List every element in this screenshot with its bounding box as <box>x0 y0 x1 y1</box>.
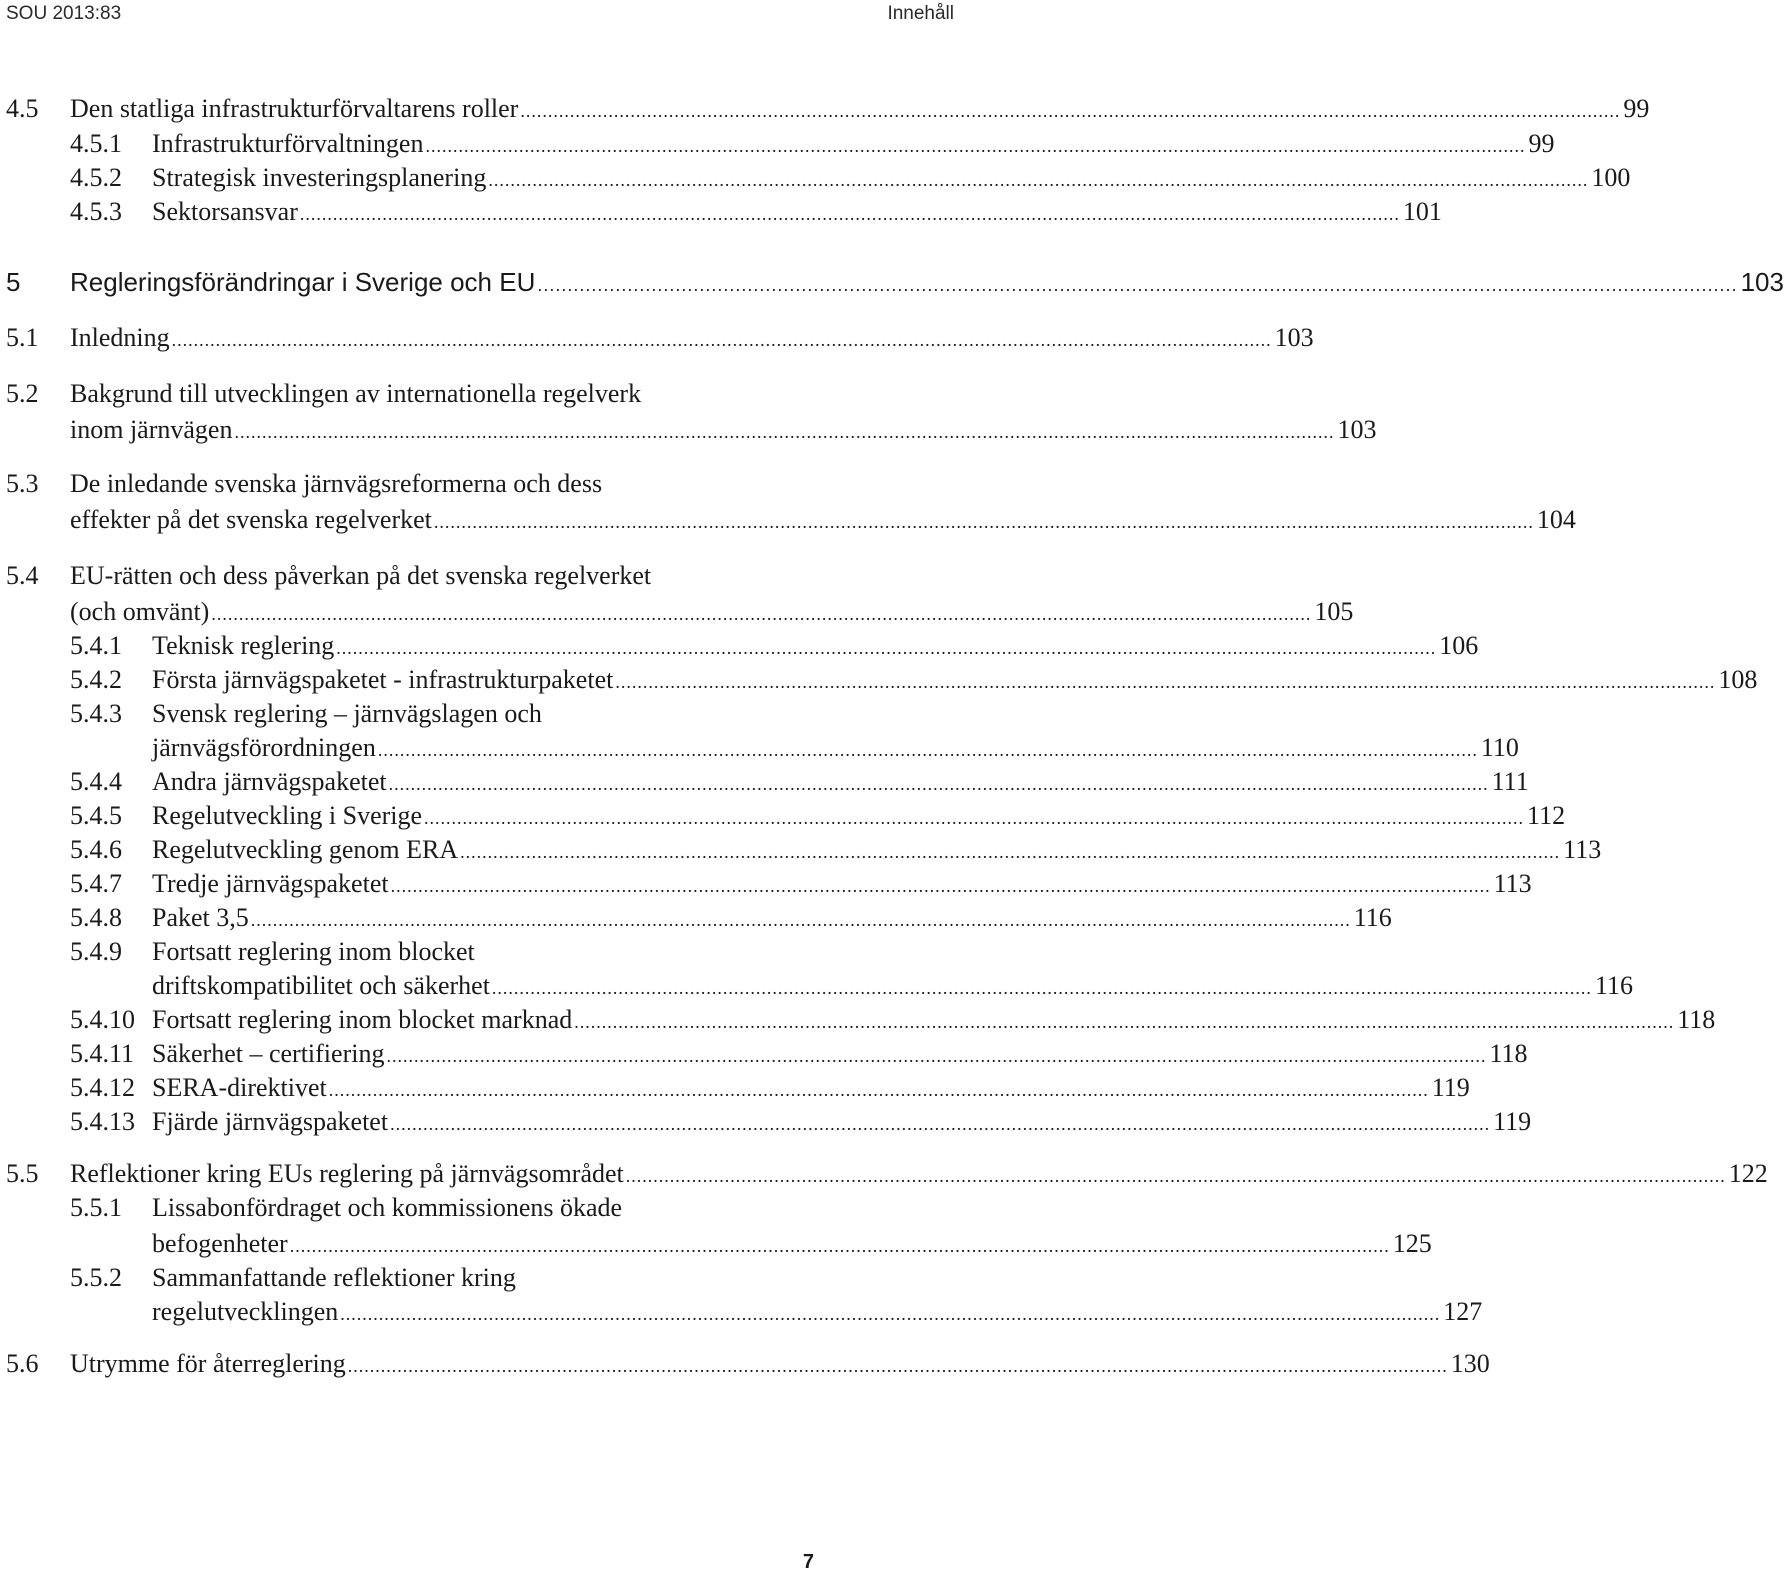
dot-leader: ........................................................................................................................................................................................................ <box>424 808 1525 828</box>
toc-entry-title: driftskompatibilitet och säkerhet <box>152 971 490 1000</box>
dot-leader: ........................................................................................................................................................................................................ <box>299 204 1400 224</box>
toc-entry-line <box>0 93 1650 125</box>
toc-entry-title: Sektorsansvar <box>152 197 298 226</box>
toc-entry-page: 118 <box>1677 1005 1716 1034</box>
toc-entry-line <box>0 1038 1528 1070</box>
toc-entry-title: Svensk reglering – järnvägslagen och <box>152 699 542 728</box>
toc-entry-page: 99 <box>1623 94 1650 123</box>
dot-leader: ........................................................................................................................................................................................................ <box>425 136 1526 156</box>
toc-entry-number: 4.5 <box>6 94 39 123</box>
toc-entry-line <box>0 596 1354 628</box>
toc-entry-number: 5.1 <box>6 323 39 352</box>
toc-entry-page: 118 <box>1489 1039 1528 1068</box>
toc-entry-line <box>0 1106 1532 1138</box>
toc-entry-title: Säkerhet – certifiering <box>152 1039 385 1068</box>
toc-entry-page: 99 <box>1528 129 1555 158</box>
dot-leader: ........................................................................................................................................................................................................ <box>488 170 1589 190</box>
toc-entry-line <box>0 128 1555 160</box>
dot-leader: ........................................................................................................................................................................................................ <box>171 330 1272 350</box>
toc-entry-line <box>0 970 1633 1002</box>
dot-leader: ........................................................................................................................................................................................................ <box>460 842 1561 862</box>
toc-entry-title: Regelutveckling i Sverige <box>152 801 423 830</box>
dot-leader: ........................................................................................................................................................................................................ <box>250 910 1351 930</box>
page-number: 7 <box>802 1551 814 1573</box>
toc-entry-line <box>0 936 960 968</box>
toc-entry-line <box>0 1348 1490 1380</box>
toc-entry-line <box>0 834 1602 866</box>
toc-entry-number: 5.4.6 <box>70 835 122 864</box>
toc-entry-number: 4.5.3 <box>70 197 122 226</box>
toc-entry-page: 103 <box>1337 415 1377 444</box>
toc-entry-line <box>0 766 1529 798</box>
toc-entry-line <box>0 560 960 592</box>
toc-entry-title: Första järnvägspaketet - infrastrukturpaketet <box>152 665 614 694</box>
toc-entry-title: Andra järnvägspaketet <box>152 767 387 796</box>
toc-entry-number: 5.4.12 <box>70 1073 135 1102</box>
toc-entry-page: 113 <box>1563 835 1602 864</box>
toc-entry-title: Teknisk reglering <box>152 631 335 660</box>
toc-entry-line <box>0 1192 960 1224</box>
toc-entry-number: 5.4.9 <box>70 937 122 966</box>
toc-entry-page: 119 <box>1493 1107 1532 1136</box>
toc-entry-title: De inledande svenska järnvägsreformerna och dess <box>70 469 603 498</box>
toc-entry-title: Tredje järnvägspaketet <box>152 869 389 898</box>
running-header-left: SOU 2013:83 <box>6 3 122 24</box>
toc-entry-line <box>0 414 1377 446</box>
toc-entry-line <box>0 162 1631 194</box>
toc-entry-page: 101 <box>1402 197 1442 226</box>
dot-leader: ........................................................................................................................................................................................................ <box>390 876 1491 896</box>
toc-entry-number: 5.5 <box>6 1159 39 1188</box>
toc-entry-line <box>0 1158 1768 1190</box>
toc-entry-title: effekter på det svenska regelverket <box>70 505 432 534</box>
toc-entry-page: 112 <box>1527 801 1566 830</box>
dot-leader: ........................................................................................................................................................................................................ <box>491 978 1592 998</box>
toc-entry-page: 108 <box>1718 665 1758 694</box>
toc-entry-title: Sammanfattande reflektioner kring <box>152 1263 516 1292</box>
toc-entry-line <box>0 266 1784 298</box>
toc-entry-title: Regelutveckling genom ERA <box>152 835 459 864</box>
toc-entry-title: befogenheter <box>152 1229 288 1258</box>
toc-entry-title: Fortsatt reglering inom blocket marknad <box>152 1005 573 1034</box>
toc-entry-title: Regleringsförändringar i Sverige och EU <box>70 267 536 297</box>
toc-entry-title: EU-rätten och dess påverkan på det svenska regelverket <box>70 561 652 590</box>
dot-leader: ........................................................................................................................................................................................................ <box>289 1236 1390 1256</box>
toc-entry-page: 119 <box>1431 1073 1470 1102</box>
toc-entry-number: 5.4.1 <box>70 631 122 660</box>
toc-entry-line <box>0 504 1576 536</box>
toc-entry-line <box>0 1228 1432 1260</box>
toc-entry-number: 5.4.7 <box>70 869 122 898</box>
dot-leader: ........................................................................................................................................................................................................ <box>336 638 1437 658</box>
dot-leader: ........................................................................................................................................................................................................ <box>211 604 1312 624</box>
toc-entry-page: 105 <box>1314 597 1354 626</box>
dot-leader: ........................................................................................................................................................................................................ <box>390 1114 1491 1134</box>
toc-entry-title: Infrastrukturförvaltningen <box>152 129 424 158</box>
toc-entry-number: 5.4.5 <box>70 801 122 830</box>
toc-entry-line <box>0 630 1479 662</box>
toc-entry-page: 116 <box>1353 903 1392 932</box>
toc-entry-title: järnvägsförordningen <box>152 733 376 762</box>
toc-entry-page: 127 <box>1443 1297 1483 1326</box>
toc-entry-page: 103 <box>1740 267 1784 297</box>
toc-entry-number: 5.4.10 <box>70 1005 135 1034</box>
toc-entry-line <box>0 664 1758 696</box>
toc-entry-line <box>0 322 1314 354</box>
toc-entry-number: 5.4 <box>6 561 39 590</box>
dot-leader: ........................................................................................................................................................................................................ <box>340 1304 1441 1324</box>
toc-entry-page: 110 <box>1480 733 1519 762</box>
toc-entry-number: 5.4.4 <box>70 767 122 796</box>
dot-leader: ........................................................................................................................................................................................................ <box>234 422 1335 442</box>
toc-entry-title: Den statliga infrastrukturförvaltarens roller <box>70 94 519 123</box>
toc-entry-line <box>0 732 1519 764</box>
toc-entry-line <box>0 1004 1716 1036</box>
toc-entry-line <box>0 196 1442 228</box>
toc-entry-line <box>0 1072 1470 1104</box>
toc-entry-number: 5.4.13 <box>70 1107 135 1136</box>
toc-entry-number: 5.3 <box>6 469 39 498</box>
toc-entry-title: Inledning <box>70 323 170 352</box>
dot-leader: ........................................................................................................................................................................................................ <box>386 1046 1487 1066</box>
toc-entry-title: Utrymme för återreglering <box>70 1349 346 1378</box>
toc-entry-page: 116 <box>1594 971 1633 1000</box>
toc-entry-number: 4.5.2 <box>70 163 122 192</box>
toc-entry-line <box>0 378 960 410</box>
toc-entry-number: 5.2 <box>6 379 39 408</box>
dot-leader: ........................................................................................................................................................................................................ <box>433 512 1534 532</box>
toc-entry-page: 130 <box>1450 1349 1490 1378</box>
toc-entry-title: Fortsatt reglering inom blocket <box>152 937 475 966</box>
toc-entry-page: 111 <box>1491 767 1529 796</box>
toc-entry-number: 4.5.1 <box>70 129 122 158</box>
dot-leader: ........................................................................................................................................................................................................ <box>615 672 1716 692</box>
toc-entry-title: (och omvänt) <box>70 597 210 626</box>
dot-leader: ........................................................................................................................................................................................................ <box>574 1012 1675 1032</box>
toc-entry-title: Paket 3,5 <box>152 903 249 932</box>
toc-entry-page: 122 <box>1728 1159 1768 1188</box>
toc-entry-line <box>0 868 1532 900</box>
toc-entry-page: 113 <box>1493 869 1532 898</box>
toc-entry-title: Bakgrund till utvecklingen av internationella regelverk <box>70 379 642 408</box>
dot-leader: ........................................................................................................................................................................................................ <box>388 774 1489 794</box>
toc-entry-title: Fjärde järnvägspaketet <box>152 1107 389 1136</box>
toc-entry-page: 104 <box>1536 505 1576 534</box>
toc-entry-page: 100 <box>1591 163 1631 192</box>
toc-entry-number: 5 <box>6 267 21 297</box>
toc-entry-line <box>0 1262 960 1294</box>
toc-entry-number: 5.4.11 <box>70 1039 135 1068</box>
toc-entry-number: 5.4.8 <box>70 903 122 932</box>
toc-entry-page: 103 <box>1274 323 1314 352</box>
toc-entry-number: 5.5.1 <box>70 1193 122 1222</box>
toc-entry-title: regelutvecklingen <box>152 1297 339 1326</box>
dot-leader: ........................................................................................................................................................................................................ <box>377 740 1478 760</box>
toc-entry-title: Strategisk investeringsplanering <box>152 163 487 192</box>
toc-entry-title: SERA-direktivet <box>152 1073 327 1102</box>
dot-leader: ........................................................................................................................................................................................................ <box>537 275 1738 295</box>
running-header-right: Innehåll <box>887 3 954 24</box>
dot-leader: ........................................................................................................................................................................................................ <box>328 1080 1429 1100</box>
dot-leader: ........................................................................................................................................................................................................ <box>520 101 1621 121</box>
toc-entry-line <box>0 800 1566 832</box>
toc-entry-number: 5.4.2 <box>70 665 122 694</box>
toc-entry-title: inom järnvägen <box>70 415 233 444</box>
toc-entry-line <box>0 902 1392 934</box>
toc-entry-title: Lissabonfördraget och kommissionens ökade <box>152 1193 623 1222</box>
toc-entry-title: Reflektioner kring EUs reglering på järnvägsområdet <box>70 1159 624 1188</box>
toc-entry-page: 106 <box>1439 631 1479 660</box>
toc-entry-line <box>0 698 960 730</box>
toc-entry-line <box>0 1296 1483 1328</box>
toc-entry-number: 5.4.3 <box>70 699 122 728</box>
toc-entry-line <box>0 468 960 500</box>
toc-entry-page: 125 <box>1392 1229 1432 1258</box>
toc-entry-number: 5.6 <box>6 1349 39 1378</box>
toc-entry-number: 5.5.2 <box>70 1263 122 1292</box>
dot-leader: ........................................................................................................................................................................................................ <box>347 1356 1448 1376</box>
dot-leader: ........................................................................................................................................................................................................ <box>625 1166 1726 1186</box>
